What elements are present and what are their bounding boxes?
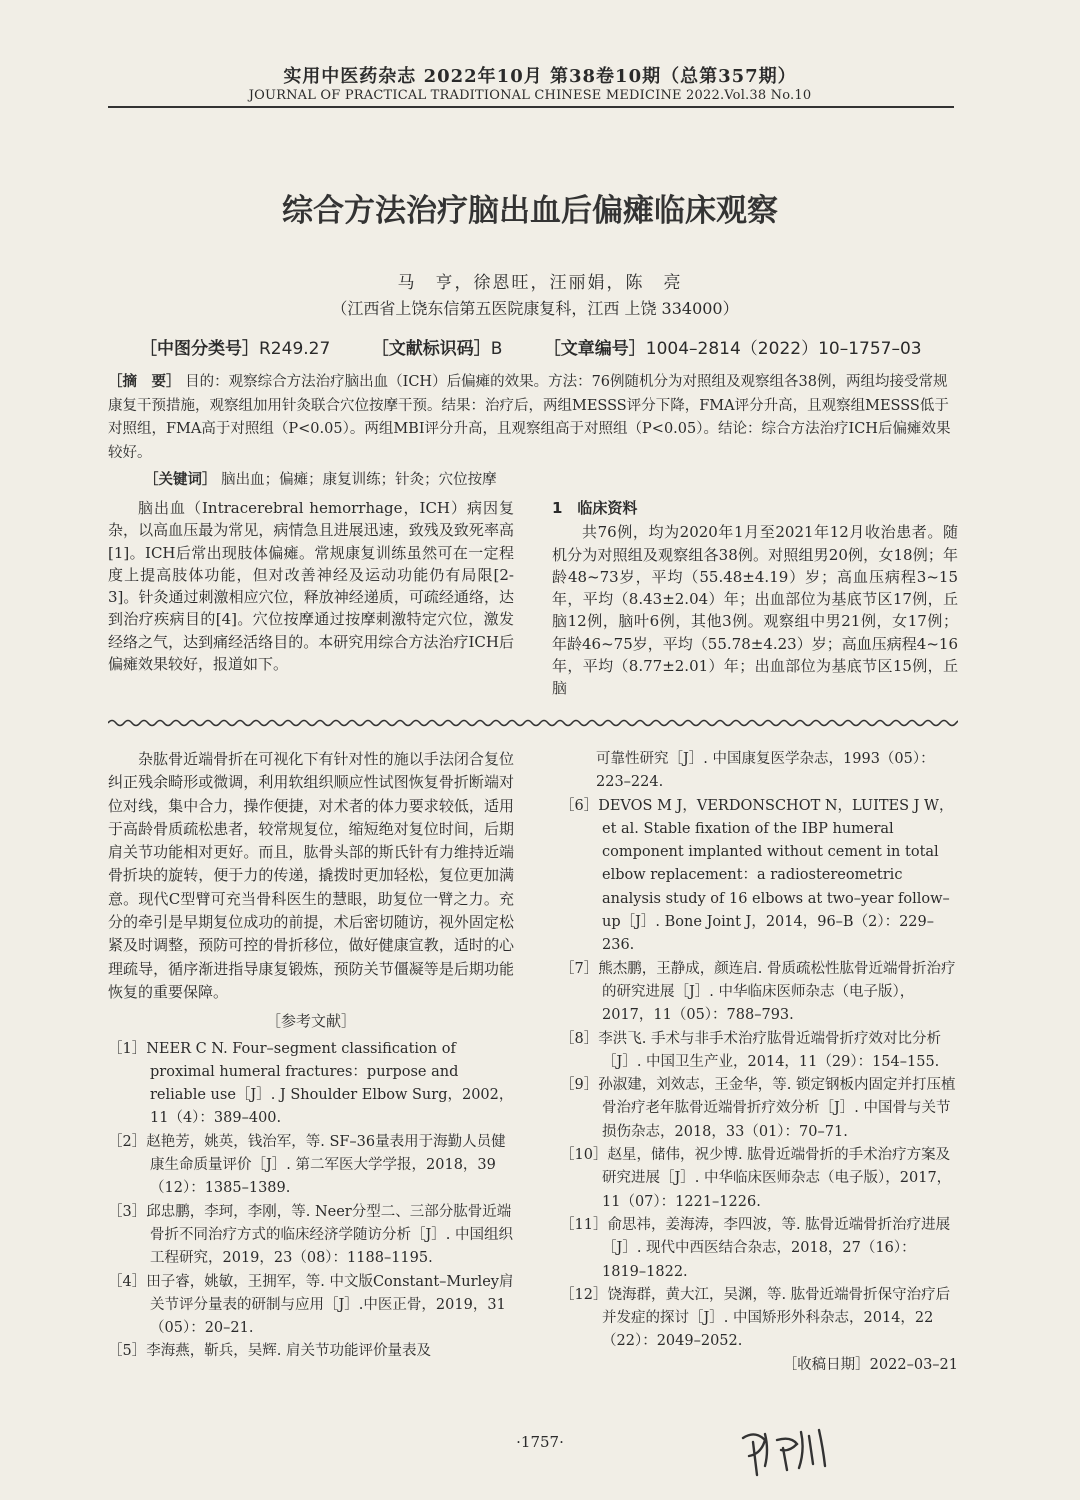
reference-item: 可靠性研究［J］. 中国康复医学杂志，1993（05）：223–224. xyxy=(596,751,935,791)
section-divider-wave xyxy=(108,716,958,730)
clinical-data-column xyxy=(552,497,958,700)
intro-paragraph: 脑出血（Intracerebral hemorrhage，ICH）病因复杂，以高血压最为常见，病情急且进展迅速，致残及致死率高[1]。ICH后常出现肢体偏瘫。常规康复训练虽然可在一定程度上提高肢体功能，但对改善神经及运动功能仍有局限[2-3]。针灸通过刺激相应穴位，释放神经递质，可疏经通络，达到治疗疾病目的[4]。穴位按摩通过按摩刺激特定穴位，激发经络之气，达到痛经活络目的。本研究用综合方法治疗ICH后偏瘫效果较好，报道如下。 xyxy=(108,499,514,674)
doc-code-label: ［文献标识码］ xyxy=(371,339,491,359)
clc-label: ［中图分类号］ xyxy=(140,339,259,359)
classification-line xyxy=(140,334,958,359)
reference-item: ［6］DEVOS M J，VERDONSCHOT N，LUITES J W，et al. Stable fixation of the IBP humeral component implanted without cement in total elbow replacement：a radiostereometric analysis study of 16 elbows at two–year follow–up［J］. Bone Joint J，2014，96–B（2）：229–236. xyxy=(560,797,954,954)
right-lower-column xyxy=(560,748,958,1377)
left-lower-column xyxy=(108,748,514,1364)
reference-item: ［10］赵星，储伟，祝少博. 肱骨近端骨折的手术治疗方案及研究进展［J］. 中华临床医师杂志（电子版），2017，11（07）：1221–1226. xyxy=(560,1147,952,1210)
keywords-text: 脑出血；偏瘫；康复训练；针灸；穴位按摩 xyxy=(221,472,497,488)
prev-article-paragraph: 杂肱骨近端骨折在可视化下有针对性的施以手法闭合复位纠正残余畸形或微调，利用软组织顺应性试图恢复骨折断端对位对线，集中合力，操作便捷，对术者的体力要求较低，适用于高龄骨质疏松患者，较常规复位，缩短绝对复位时间，后期肩关节功能相对更好。而且，肱骨头部的斯氏针有力维持近端骨折块的旋转，便于力的传递，撬拨时更加轻松，复位更加满意。现代C型臂可充当骨科医生的慧眼，助复位一臂之力。充分的牵引是早期复位成功的前提，术后密切随访，视外固定松紧及时调整，预防可控的骨折移位，做好健康宣教，适时的心理疏导，循序渐进指导康复锻炼，预防关节僵凝等是后期功能恢复的重要保障。 xyxy=(108,750,514,1001)
reference-item: ［9］孙淑建，刘效志，王金华，等. 锁定钢板内固定并打压植骨治疗老年肱骨近端骨折疗效分析［J］. 中国骨与关节损伤杂志，2018，33（01）：70–71. xyxy=(560,1077,956,1140)
reference-item: ［5］李海燕，靳兵，吴辉. 肩关节功能评价量表及 xyxy=(108,1343,431,1360)
abstract xyxy=(108,370,958,465)
reference-item: ［4］田子睿，姚敏，王拥军，等. 中文版Constant–Murley肩关节评分量表的研制与应用［J］.中医正骨，2019，31（05）：20–21. xyxy=(108,1273,514,1337)
references-list-left xyxy=(108,1038,514,1364)
affiliation: （江西省上饶东信第五医院康复科，江西 上饶 334000） xyxy=(331,299,739,318)
article-no-value: 1004–2814（2022）10–1757–03 xyxy=(645,339,922,359)
clc-value: R249.27 xyxy=(259,339,331,359)
doc-code-value: B xyxy=(490,339,503,359)
section-1-heading: 1 临床资料 xyxy=(552,499,638,517)
journal-header-cn: 实用中医药杂志 2022年10月 第38卷10期（总第357期） xyxy=(283,66,797,87)
authors: 马 亨，徐恩旺，汪丽娟，陈 亮 xyxy=(397,273,683,293)
reference-item: ［11］俞思祎，姜海涛，李四波，等. 肱骨近端骨折治疗进展［J］. 现代中西医结合杂志，2018，27（16）：1819–1822. xyxy=(560,1216,951,1280)
article-title: 综合方法治疗脑出血后偏瘫临床观察 xyxy=(282,193,778,229)
reference-item: ［2］赵艳芳，姚英，钱治军，等. SF–36量表用于海勤人员健康生命质量评价［J］. 第二军医大学学报，2018，39（12）：1385–1389. xyxy=(108,1133,506,1197)
article-no-label: ［文章编号］ xyxy=(543,339,646,359)
abstract-text: 目的：观察综合方法治疗脑出血（ICH）后偏瘫的效果。方法：76例随机分为对照组及观察组各38例，两组均接受常规康复干预措施，观察组加用针灸联合穴位按摩干预。结果：治疗后，两组MESSS评分下降，FMA评分升高，且观察组MESSS低于对照组，FMA高于对照组（P<0.05）。两组MBI评分升高，且观察组高于对照组（P<0.05）。结论：综合方法治疗ICH后偏瘫效果较好。 xyxy=(108,374,951,461)
page-number: ·1757· xyxy=(516,1433,564,1451)
intro-column xyxy=(108,497,514,675)
keywords-label: ［关键词］ xyxy=(144,471,217,488)
reference-item: ［12］饶海群，黄大江，吴渊，等. 肱骨近端骨折保守治疗后并发症的探讨［J］. 中国矫形外科杂志，2014，22（22）：2049–2052. xyxy=(560,1286,951,1350)
received-date: ［收稿日期］2022–03–21 xyxy=(782,1356,958,1373)
journal-header-en: JOURNAL OF PRACTICAL TRADITIONAL CHINESE MEDICINE 2022.Vol.38 No.10 xyxy=(248,88,812,103)
reference-item: ［7］熊杰鹏，王静成，颜连启. 骨质疏松性肱骨近端骨折治疗的研究进展［J］. 中华临床医师杂志（电子版），2017，11（05）：788–793. xyxy=(560,960,956,1024)
reference-item: ［1］NEER C N. Four–segment classification of proximal humeral fractures：purpose and reliable use［J］. J Shoulder Elbow Surg，2002，11（4）：389–400. xyxy=(108,1040,514,1127)
handwritten-signature xyxy=(735,1420,835,1480)
section-1-paragraph: 共76例，均为2020年1月至2021年12月收治患者。随机分为对照组及观察组各38例。对照组男20例，女18例；年龄48~73岁，平均（55.48±4.19）岁；高血压病程3~15年，平均（8.43±2.04）年；出血部位为基底节区17例，丘脑12例，脑叶6例，其他3例。观察组中男21例，女17例；年龄46~75岁，平均（55.78±4.23）岁；高血压病程4~16年，平均（8.77±2.01）年；出血部位为基底节区15例，丘脑 xyxy=(552,523,958,698)
abstract-label: ［摘 要］ xyxy=(108,373,181,390)
reference-item: ［8］李洪飞. 手术与非手术治疗肱骨近端骨折疗效对比分析［J］. 中国卫生产业，2014，11（29）：154–155. xyxy=(560,1030,941,1070)
references-heading: ［参考文献］ xyxy=(265,1012,356,1031)
keywords xyxy=(144,468,497,489)
header-rule xyxy=(108,106,954,108)
reference-item: ［3］邱忠鹏，李珂，李刚，等. Neer分型二、三部分肱骨近端骨折不同治疗方式的临床经济学随访分析［J］. 中国组织工程研究，2019，23（08）：1188–1195. xyxy=(108,1203,514,1267)
references-list-right xyxy=(560,748,958,1354)
